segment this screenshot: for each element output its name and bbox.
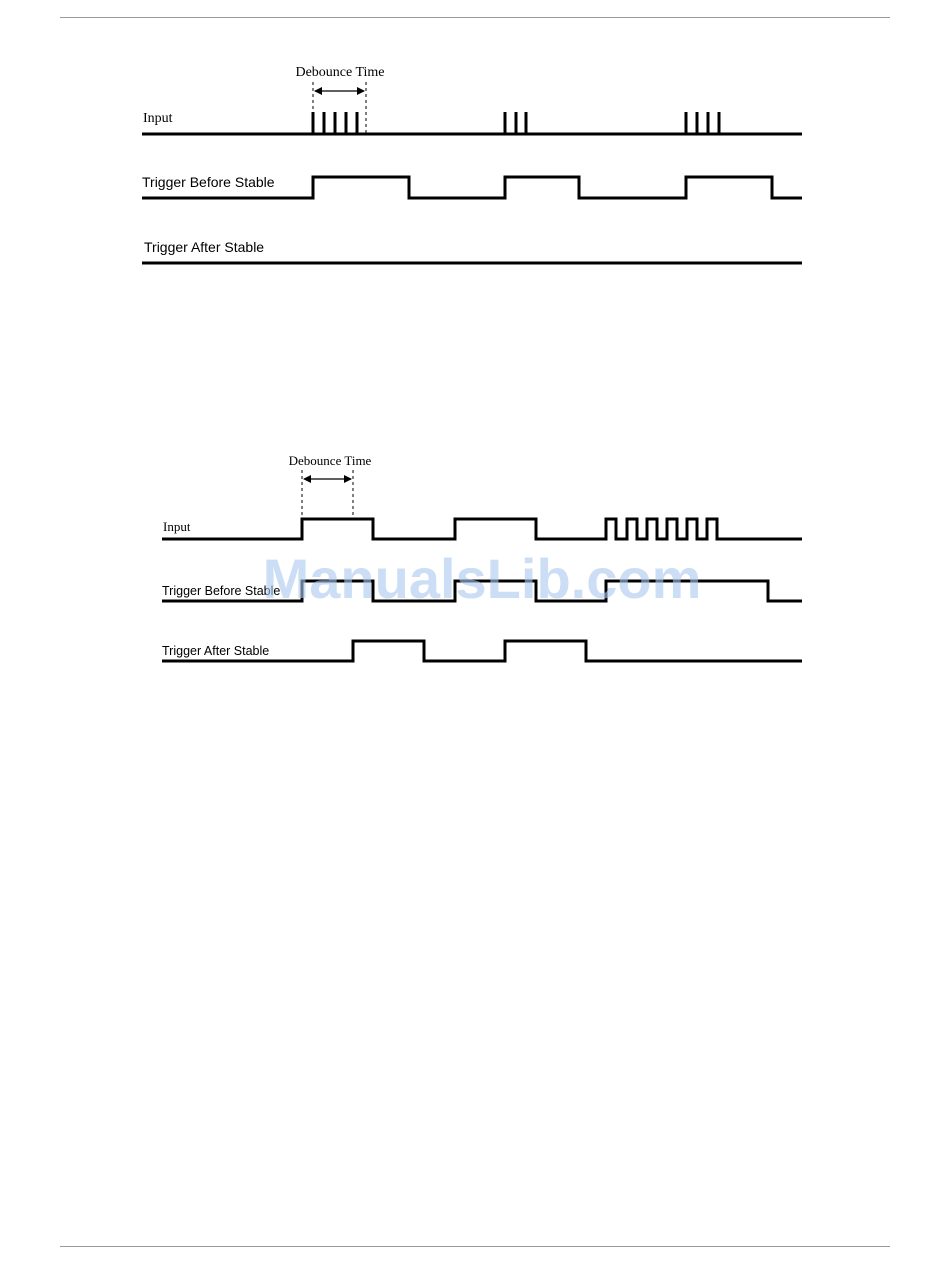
debounce-time-label: Debounce Time	[288, 453, 372, 468]
diagram-1	[142, 65, 802, 263]
signal-label-trigger-after-stable: Trigger After Stable	[144, 239, 265, 255]
watermark: ManualsLib.com	[262, 547, 702, 610]
signal-label-input: Input	[163, 519, 191, 534]
debounce-time-label: Debounce Time	[295, 65, 385, 80]
signal-label-input: Input	[143, 111, 173, 126]
input-waveform	[162, 519, 802, 539]
signal-label-trigger-before-stable: Trigger Before Stable	[162, 584, 281, 598]
debounce-time-annotation-1	[295, 65, 384, 134]
debounce-time-annotation-2	[289, 453, 372, 518]
signal-label-trigger-after-stable: Trigger After Stable	[162, 644, 270, 658]
signal-label-trigger-before-stable: Trigger Before Stable	[142, 174, 275, 190]
input-waveform	[142, 112, 802, 134]
